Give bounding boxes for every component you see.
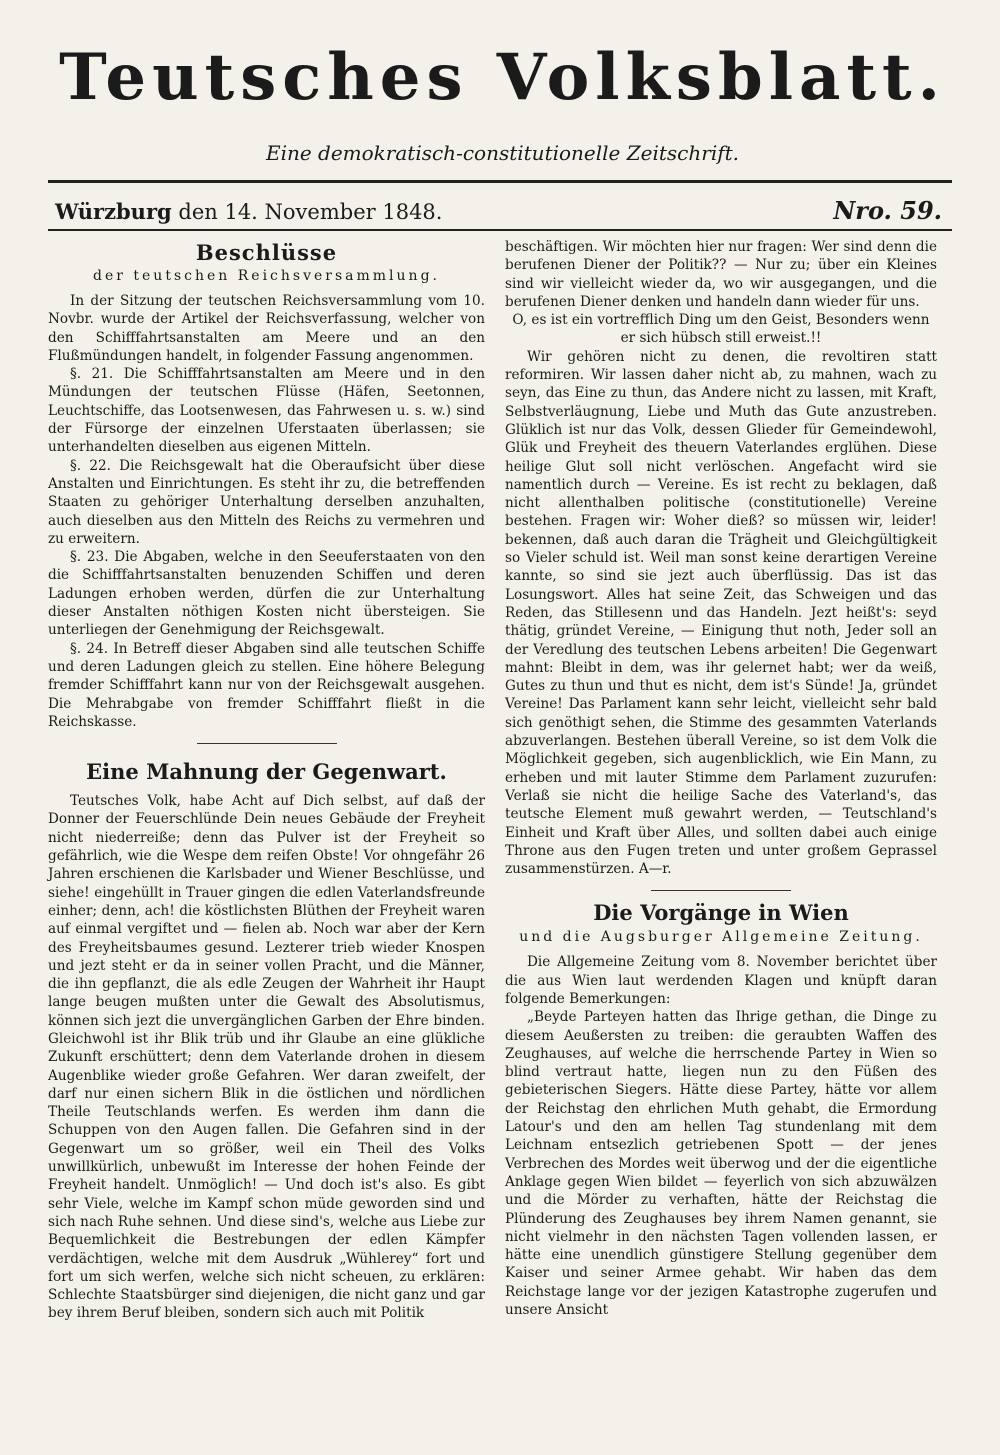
paragraph: „Beyde Parteyen hatten das Ihrige gethan, die Dinge zu diesem Aeußersten zu treiben: die geraubten Waffen des Zeughauses, auf welche die herrschende Partey in Wien so blind vertraut hatte, liegen nun zu den Füßen des gebieterischen Siegers. Hätte diese Partey, hätte vor allem der Reichstag den ehrlichen Muth gehabt, die Ermordung Latour's und den am hellen Tag stundenlang mit dem Leichnam entsezlich getriebenen Spott — der jenes Verbrechen des Mordes weit überwog und der die eigentliche Anklage gegen Wien bildet — feyerlich von sich abzuwälzen und die Mörder zu verhaften, hätte der Reichstag die Plünderung des Zeughauses bey ihrem Namen genannt, sie nicht vielmehr in den nächsten Tagen vollenden lassen, er hätte eine unendlich günstigere Stellung gegenüber dem Kaiser und seiner Armee gehabt. Wir haben das dem Reichstage lange vor der jezigen Katastrophe zugerufen und unsere Ansicht — [505, 1009, 937, 1319]
section-divider — [651, 890, 791, 891]
paragraph: Wir gehören nicht zu denen, die revoltiren statt reformiren. Wir lassen daher nicht ab, zu mahnen, wach zu seyn, das Eine zu thun, das Andere nicht zu lassen, mit Kraft, Selbstverläugnung, Liebe und Muth das Gute anzustreben. Glüklich ist nur das Volk, dessen Glieder für Gemeindewohl, Glük und Freyheit des theuern Vaterlandes erglühen. Diese heilige Glut soll nicht verlöschen. Angefacht wird sie namentlich durch — Vereine. Es ist recht zu beklagen, daß nicht allenthalben politische (constitutionelle) Vereine bestehen. Fragen wir: Woher dieß? so müssen wir, leider! bekennen, daß auch daran die Trägheit und Gleichgültigkeit so Vieler schuld ist. Weil man sonst keine derartigen Vereine kannte, so sind sie jezt auch überflüssig. Das ist das Losungswort. Alles hat seine Zeit, das Schweigen und das Reden, das Stillesenn und das Handeln. Jezt heißt's: seyd thätig, gründet Vereine, — Einigung thut noth, Jeder soll an der Veredlung des teutschen Lebens arbeiten! Die Gegenwart mahnt: Bleibt in dem, was ihr gelernet habt; wer da weiß, Gutes zu thun und thut es nicht, dem ist's Sünde! Ja, gründet Vereine! Das Parlament kann sehr leicht, vielleicht sehr bald sich genöthigt sehen, die Stimme des gesammten Vaterlands abzuverlangen. Bestehen überall Vereine, so ist dem Volk die Möglichkeit gegeben, sich augenblicklich, wie Ein Mann, zu erheben und mit lauter Stimme dem Parlament zuzurufen: Verlaß sie nicht die heilige Sache des Vaterland's, das teutsche Element muß gewahrt werden, — Teutschland's Einheit und Kraft über Alles, und sollten dabei auch einige Throne aus den Fugen treten und unter großem Geprassel zusammenstürzen. A—r. — [505, 348, 937, 878]
masthead-rule-top — [48, 180, 952, 183]
dateline-place-date — [55, 199, 442, 224]
paragraph: beschäftigen. Wir möchten hier nur fragen: Wer sind denn die berufenen Diener der Politik?? — Nur zu; über ein Kleines sind wir vielleicht wieder da, wo wir ausgegangen, und die berufenen Diener denken und handeln dann wieder für uns. — [505, 239, 937, 310]
paragraph: §. 21. Die Schifffahrtsanstalten am Meere und in den Mündungen der teutschen Flüsse (Häfen, Seetonnen, Leuchtschiffe, das Lootsenwesen, das Fahrwesen u. s. w.) sind der Fürsorge der einzelnen Uferstaaten überlassen; sie unterhandelten dieselben aus eigenen Mitteln. — [48, 366, 485, 456]
masthead-subtitle: Eine demokratisch-constitutionelle Zeitschrift. — [265, 141, 740, 165]
verse-quote: O, es ist ein vortrefflich Ding um den Geist, Besonders wenn er sich hübsch still erweist.!! — [512, 312, 930, 347]
section-divider — [197, 743, 337, 744]
masthead-rule-bottom — [48, 229, 952, 231]
dateline-date: den 14. November 1848. — [178, 200, 443, 224]
article-heading-wien: Die Vorgänge in Wien — [593, 900, 849, 926]
paragraph: §. 22. Die Reichsgewalt hat die Oberaufsicht über diese Anstalten und Einrichtungen. Es steht ihr zu, die betreffenden Staaten zu gehöriger Unterhaltung derselben anzuhalten, auch dieselben aus den Mitteln des Reichs zu vermehren und zu erweitern. — [48, 457, 485, 547]
paragraph: Die Allgemeine Zeitung vom 8. November berichtet über die aus Wien laut werdenden Klagen und knüpft daran folgende Bemerkungen: — [505, 954, 937, 1007]
paragraph: §. 24. In Betreff dieser Abgaben sind alle teutschen Schiffe und deren Ladungen gleich zu stellen. Eine höhere Belegung fremder Schifffahrt kann nur von der Reichsgewalt ausgehen. Die Mehrabgabe von fremder Schifffahrt fließt in die Reichskasse. — [48, 640, 485, 730]
dateline-city: Würzburg — [55, 199, 172, 224]
paragraph: §. 23. Die Abgaben, welche in den Seeuferstaaten von den die Schifffahrtsanstalten benuzenden Schiffen und deren Ladungen erhoben werden, dürfen die zur Unterhaltung dieser Anstalten nöthigen Kosten nicht übersteigen. Sie unterliegen der Genehmigung der Reichsgewalt. — [48, 549, 485, 639]
paragraph: Teutsches Volk, habe Acht auf Dich selbst, auf daß der Donner der Feuerschlünde Dein neues Gebäude der Freyheit nicht niederreiße; denn das Pulver ist der Freyheit so gefährlich, wie die Wespe dem reifen Obste! Vor ohngefähr 26 Jahren erschienen die Karlsbader und Wiener Beschlüsse, und siehe! eingehüllt in Trauer gingen die edlen Vaterlandsfreunde einher; denn, ach! die köstlichsten Blüthen der Freyheit waren auf einmal vergiftet und — fielen ab. Noch war aber der Kern des Freyheitsbaumes gesund. Lezterer trieb wieder Knospen und jezt steht er da in seiner vollen Pracht, und die Männer, die ihn gepflanzt, die als edle Zeugen der Wahrheit ihr Haupt lange beugen mußten unter die Gewalt des Absolutismus, können sich jezt die unvergänglichen Garben der Ehre binden. Gleichwohl ist ihr Blik trüb und ihr Glaube an eine glükliche Zukunft erschüttert; denn dem Vaterlande drohen in diesem Augenblike wieder große Gefahren. Wer daran zweifelt, der darf nur einen sichern Blik in die östlichen und nördlichen Theile Teutschlands werfen. Es werden ihm dann die Schuppen von den Augen fallen. Die Gefahren sind in der Gegenwart um so größer, weil ein Theil des Volks unwillkürlich, unbewußt im Interesse der hohen Feinde der Freyheit handelt. Unmöglich! — Und doch ist's also. Es gibt sehr Viele, welche im Kampf schon müde geworden sind und sich nach Ruhe sehnen. Und diese sind's, welche aus Liebe zur Bequemlichkeit die Bestrebungen der edlen Kämpfer verdächtigen, welche mit dem Ausdruk „Wühlerey“ fort und fort um sich werfen, welche sich nicht scheuen, zu erklären: Schlechte Staatsbürger sind diejenigen, die nicht ganz und gar bey ihrem Beruf bleiben, sondern sich auch mit Politik — [48, 793, 485, 1322]
article-subheading-wien: und die Augsburger Allgemeine Zeitung. — [519, 929, 923, 946]
article-heading-mahnung: Eine Mahnung der Gegenwart. — [86, 759, 447, 785]
dateline — [55, 196, 942, 224]
issue-number: Nro. 59. — [833, 196, 942, 225]
masthead-title: Teutsches Volksblatt. — [59, 40, 946, 115]
right-column — [505, 238, 937, 1319]
paragraph: In der Sitzung der teutschen Reichsversammlung vom 10. Novbr. wurde der Artikel der Reichsverfassung, welcher von den Schifffahrtsanstalten am Meere und an den Flußmündungen handelt, in folgender Fassung angenommen. — [48, 293, 485, 364]
article-heading-beschluesse: Beschlüsse — [195, 240, 338, 265]
left-column — [48, 238, 485, 1323]
article-subheading-beschluesse: der teutschen Reichsversammlung. — [93, 268, 440, 284]
